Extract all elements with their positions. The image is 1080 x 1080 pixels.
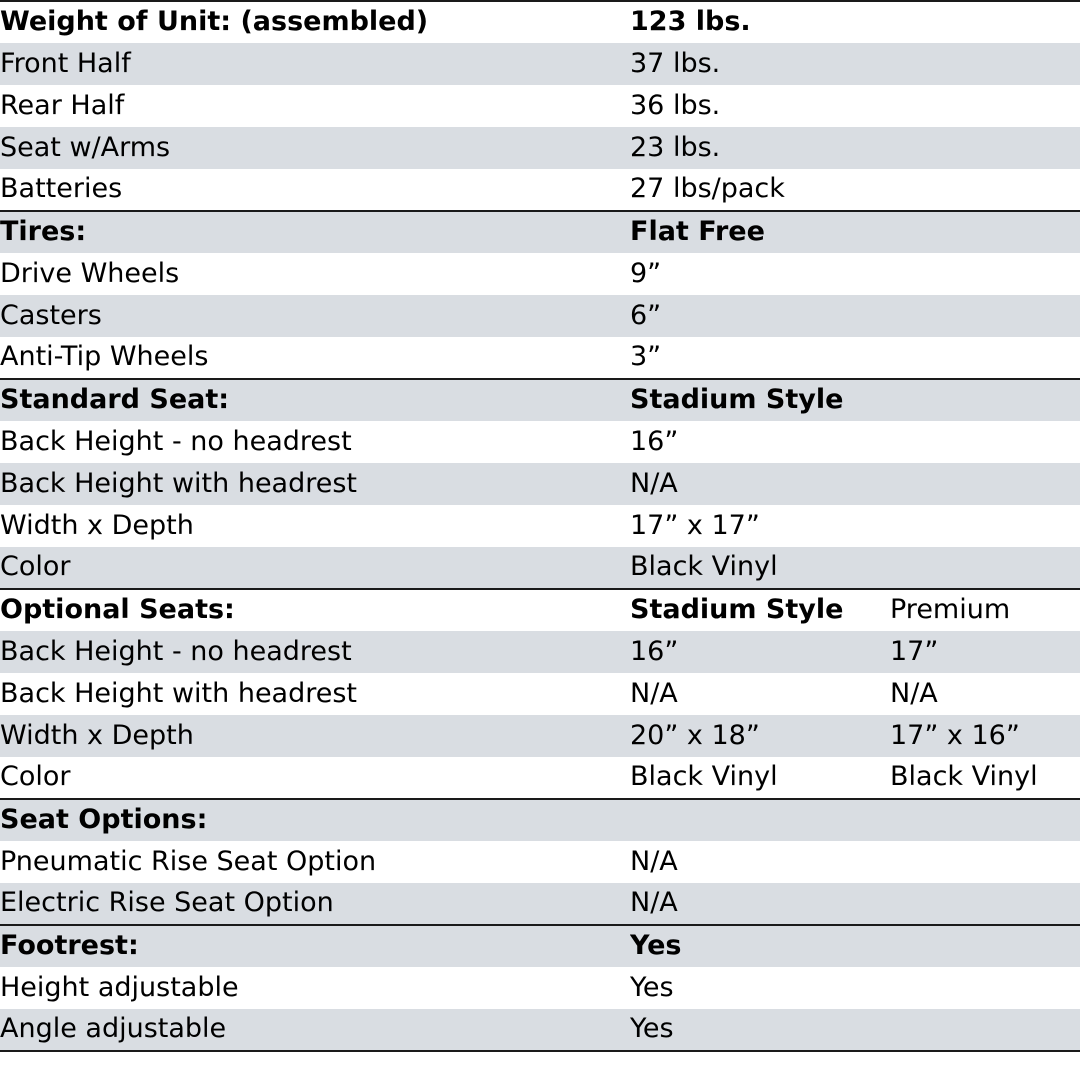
table-row <box>0 211 1080 253</box>
row-value-primary: N/A <box>630 883 890 925</box>
row-value-primary: 9” <box>630 253 890 295</box>
table-row <box>0 295 1080 337</box>
row-value-secondary: N/A <box>890 673 1080 715</box>
row-value-primary: Black Vinyl <box>630 757 890 799</box>
row-value-secondary <box>890 85 1080 127</box>
row-heading-label: Standard Seat: <box>0 379 630 421</box>
row-value-primary <box>630 799 890 841</box>
table-row <box>0 631 1080 673</box>
row-value-primary: 23 lbs. <box>630 127 890 169</box>
table-row <box>0 967 1080 1009</box>
row-label: Angle adjustable <box>0 1009 630 1051</box>
row-value-primary: 37 lbs. <box>630 43 890 85</box>
table-row <box>0 799 1080 841</box>
row-value-primary: 36 lbs. <box>630 85 890 127</box>
row-value-primary: Stadium Style <box>630 379 890 421</box>
row-label: Back Height with headrest <box>0 673 630 715</box>
row-value-secondary <box>890 1 1080 43</box>
row-value-primary: Stadium Style <box>630 589 890 631</box>
row-value-secondary: 17” <box>890 631 1080 673</box>
row-value-secondary <box>890 211 1080 253</box>
row-value-primary: Black Vinyl <box>630 547 890 589</box>
table-row <box>0 379 1080 421</box>
row-label: Back Height - no headrest <box>0 421 630 463</box>
row-value-secondary <box>890 505 1080 547</box>
row-label: Seat w/Arms <box>0 127 630 169</box>
table-row <box>0 673 1080 715</box>
row-value-secondary <box>890 379 1080 421</box>
row-heading-label: Tires: <box>0 211 630 253</box>
row-heading-label: Weight of Unit: (assembled) <box>0 1 630 43</box>
row-label: Back Height - no headrest <box>0 631 630 673</box>
row-label: Pneumatic Rise Seat Option <box>0 841 630 883</box>
row-value-secondary <box>890 337 1080 379</box>
row-value-secondary <box>890 547 1080 589</box>
row-label: Front Half <box>0 43 630 85</box>
row-value-secondary: Black Vinyl <box>890 757 1080 799</box>
table-row <box>0 505 1080 547</box>
row-value-primary: N/A <box>630 841 890 883</box>
table-row <box>0 85 1080 127</box>
row-value-primary: 20” x 18” <box>630 715 890 757</box>
row-label: Height adjustable <box>0 967 630 1009</box>
row-value-secondary <box>890 127 1080 169</box>
row-label: Color <box>0 547 630 589</box>
row-value-primary: Yes <box>630 967 890 1009</box>
row-value-primary: Flat Free <box>630 211 890 253</box>
row-label: Color <box>0 757 630 799</box>
row-label: Rear Half <box>0 85 630 127</box>
row-label: Width x Depth <box>0 505 630 547</box>
row-value-secondary <box>890 463 1080 505</box>
row-value-secondary <box>890 169 1080 211</box>
row-value-secondary <box>890 799 1080 841</box>
row-value-primary: N/A <box>630 463 890 505</box>
row-value-primary: N/A <box>630 673 890 715</box>
row-value-primary: Yes <box>630 925 890 967</box>
table-row <box>0 169 1080 211</box>
row-label: Width x Depth <box>0 715 630 757</box>
table-row <box>0 715 1080 757</box>
row-value-primary: 3” <box>630 337 890 379</box>
row-value-secondary: 17” x 16” <box>890 715 1080 757</box>
row-heading-label: Optional Seats: <box>0 589 630 631</box>
row-value-secondary <box>890 43 1080 85</box>
row-label: Anti-Tip Wheels <box>0 337 630 379</box>
row-value-secondary: Premium <box>890 589 1080 631</box>
table-row <box>0 337 1080 379</box>
table-row <box>0 925 1080 967</box>
row-label: Back Height with headrest <box>0 463 630 505</box>
table-row <box>0 463 1080 505</box>
row-value-secondary <box>890 421 1080 463</box>
row-value-secondary <box>890 883 1080 925</box>
row-label: Batteries <box>0 169 630 211</box>
table-row <box>0 1009 1080 1051</box>
table-row <box>0 841 1080 883</box>
row-value-primary: 123 lbs. <box>630 1 890 43</box>
row-label: Electric Rise Seat Option <box>0 883 630 925</box>
table-row <box>0 589 1080 631</box>
table-row <box>0 127 1080 169</box>
row-value-primary: 27 lbs/pack <box>630 169 890 211</box>
table-row <box>0 883 1080 925</box>
table-row <box>0 43 1080 85</box>
table-row <box>0 253 1080 295</box>
row-value-primary: 17” x 17” <box>630 505 890 547</box>
row-value-primary: 16” <box>630 421 890 463</box>
table-row <box>0 547 1080 589</box>
row-value-secondary <box>890 295 1080 337</box>
row-label: Casters <box>0 295 630 337</box>
row-value-secondary <box>890 967 1080 1009</box>
row-value-primary: Yes <box>630 1009 890 1051</box>
row-heading-label: Seat Options: <box>0 799 630 841</box>
row-label: Drive Wheels <box>0 253 630 295</box>
specifications-table-body <box>0 1 1080 1051</box>
row-value-secondary <box>890 925 1080 967</box>
row-value-primary: 6” <box>630 295 890 337</box>
row-value-secondary <box>890 841 1080 883</box>
table-row <box>0 1 1080 43</box>
row-value-primary: 16” <box>630 631 890 673</box>
row-value-secondary <box>890 1009 1080 1051</box>
table-row <box>0 421 1080 463</box>
table-row <box>0 757 1080 799</box>
row-heading-label: Footrest: <box>0 925 630 967</box>
row-value-secondary <box>890 253 1080 295</box>
